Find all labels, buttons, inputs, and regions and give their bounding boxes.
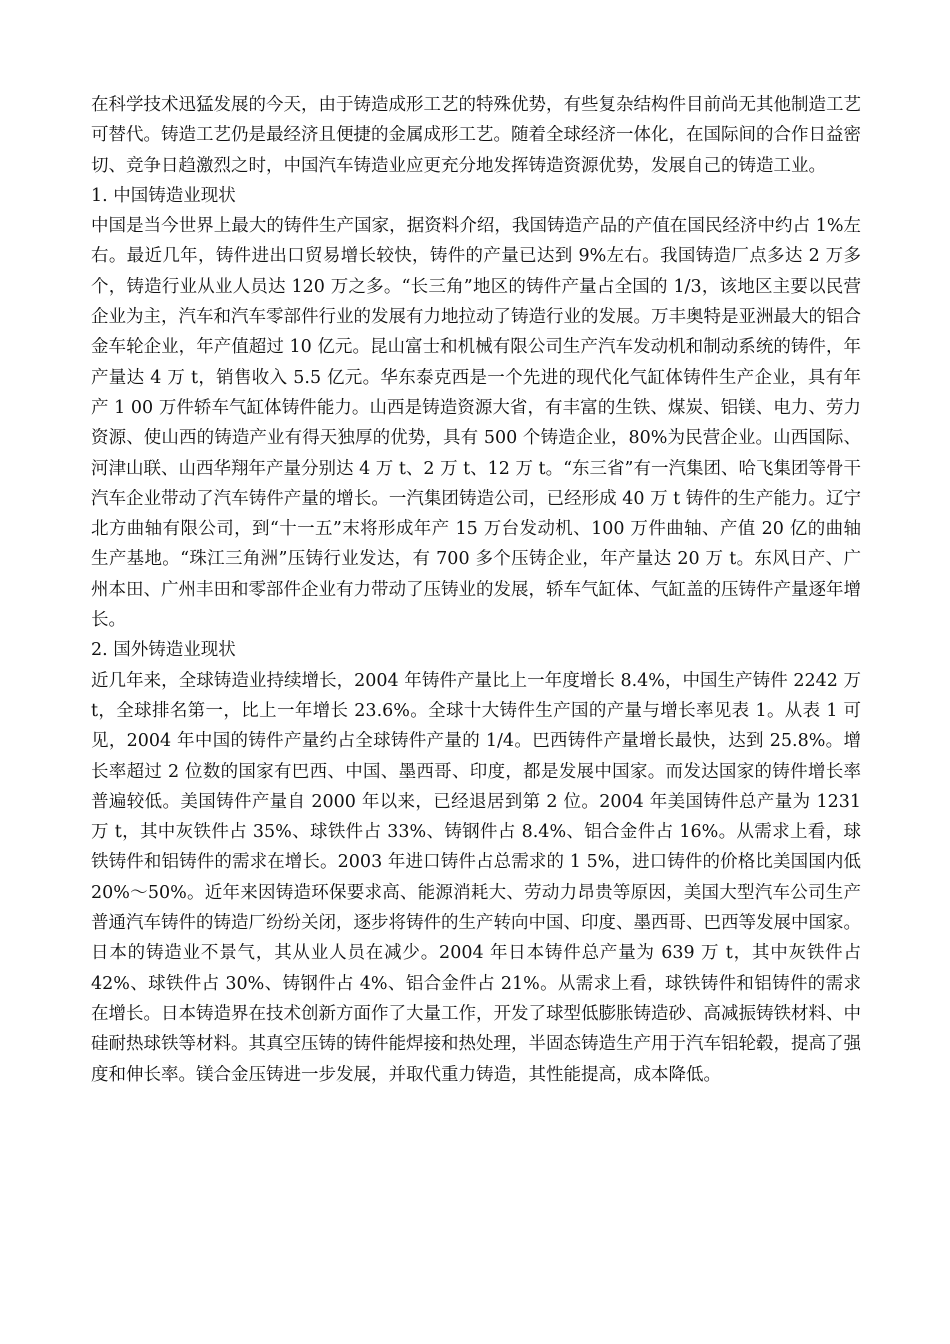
section-2-heading: 2. 国外铸造业现状 xyxy=(91,640,236,661)
section-2-paragraph: 近几年来，全球铸造业持续增长，2004 年铸件产量比上一年度增长 8.4%，中国生产铸件 2242 万 t，全球排名第一，比上一年增长 23.6%。全球十大铸件生产国的产量与增长率见表 1。从表 1 可见，2004 年中国的铸件产量约占全球铸件产量的 1/4。巴西铸件产量增长最快，达到 25.8%。增长率超过 2 位数的国家有巴西、中国、墨西哥、印度，都是发展中国家。而发达国家的铸件增长率普遍较低。美国铸件产量自 2000 年以来，已经退居到第 2 位。2004 年美国铸件总产量为 1231 万 t，其中灰铁件占 35%、球铁件占 33%、铸钢件占 8.4%、铝合金件占 16%。从需求上看，球铁铸件和铝铸件的需求在增长。2003 年进口铸件占总需求的 1 5%，进口铸件的价格比美国国内低 20%～50%。近年来因铸造环保要求高、能源消耗大、劳动力昂贵等原因，美国大型汽车公司生产普通汽车铸件的铸造厂纷纷关闭，逐步将铸件的生产转向中国、印度、墨西哥、巴西等发展中国家。日本的铸造业不景气，其从业人员在减少。2004 年日本铸件总产量为 639 万 t，其中灰铁件占 42%、球铁件占 30%、铸钢件占 4%、铝合金件占 21%。从需求上看，球铁铸件和铝铸件的需求在增长。日本铸造界在技术创新方面作了大量工作，开发了球型低膨胀铸造砂、高减振铸铁材料、中硅耐热球铁等材料。其真空压铸的铸件能焊接和热处理，半固态铸造生产用于汽车铝轮毂，提高了强度和伸长率。镁合金压铸进一步发展，并取代重力铸造，其性能提高，成本降低。 xyxy=(91,670,861,1085)
document-body xyxy=(91,90,861,1090)
section-1-heading: 1. 中国铸造业现状 xyxy=(91,185,236,206)
section-1-paragraph: 中国是当今世界上最大的铸件生产国家，据资料介绍，我国铸造产品的产值在国民经济中约占 1%左右。最近几年，铸件进出口贸易增长较快，铸件的产量已达到 9%左右。我国铸造厂点多达 2 万多个，铸造行业从业人员达 120 万之多。“长三角”地区的铸件产量占全国的 1/3，该地区主要以民营企业为主，汽车和汽车零部件行业的发展有力地拉动了铸造行业的发展。万丰奥特是亚洲最大的铝合金车轮企业，年产值超过 10 亿元。昆山富士和机械有限公司生产汽车发动机和制动系统的铸件，年产量达 4 万 t，销售收入 5.5 亿元。华东泰克西是一个先进的现代化气缸体铸件生产企业，具有年产 1 00 万件轿车气缸体铸件能力。山西是铸造资源大省，有丰富的生铁、煤炭、铝镁、电力、劳力资源、使山西的铸造产业有得天独厚的优势，具有 500 个铸造企业，80%为民营企业。山西国际、河津山联、山西华翔年产量分别达 4 万 t、2 万 t、12 万 t。“东三省”有一汽集团、哈飞集团等骨干汽车企业带动了汽车铸件产量的增长。一汽集团铸造公司，已经形成 40 万 t 铸件的生产能力。辽宁北方曲轴有限公司，到“十一五”末将形成年产 15 万台发动机、100 万件曲轴、产值 20 亿的曲轴生产基地。“珠江三角洲”压铸行业发达，有 700 多个压铸企业，年产量达 20 万 t。东风日产、广州本田、广州丰田和零部件企业有力带动了压铸业的发展，轿车气缸体、气缸盖的压铸件产量逐年增长。 xyxy=(91,216,861,631)
intro-paragraph: 在科学技术迅猛发展的今天，由于铸造成形工艺的特殊优势，有些复杂结构件目前尚无其他制造工艺可替代。铸造工艺仍是最经济且便捷的金属成形工艺。随着全球经济一体化，在国际间的合作日益密切、竞争日趋激烈之时，中国汽车铸造业应更充分地发挥铸造资源优势，发展自己的铸造工业。 xyxy=(91,95,861,176)
